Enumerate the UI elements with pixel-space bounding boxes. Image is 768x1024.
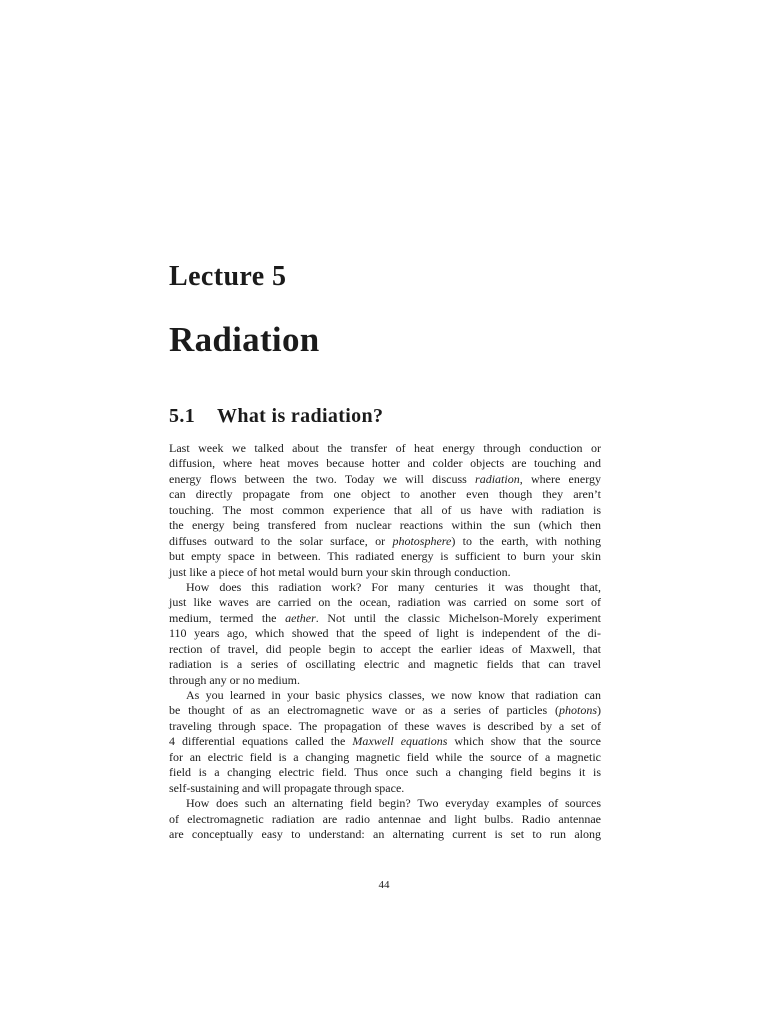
emphasized-term: radiation bbox=[475, 471, 520, 486]
text-line: 110 years ago, which showed that the speed of light is independent of the di- bbox=[169, 626, 601, 641]
emphasized-term: photosphere bbox=[392, 533, 452, 548]
text-line: the energy being transfered from nuclear reactions within the sun (which then bbox=[169, 518, 601, 533]
text-line: can directly propagate from one object to another even though they aren’t bbox=[169, 487, 601, 502]
text-line: just like waves are carried on the ocean, radiation was carried on some sort of bbox=[169, 595, 601, 610]
chapter-title: Radiation bbox=[169, 320, 320, 359]
text-line bbox=[169, 534, 601, 549]
text-line: As you learned in your basic physics classes, we now know that radiation can bbox=[186, 688, 601, 702]
text-line: radiation is a series of oscillating electric and magnetic fields that can travel bbox=[169, 657, 601, 672]
text-line bbox=[169, 472, 601, 487]
text-run: , where energy bbox=[519, 471, 601, 486]
text-line: are conceptually easy to understand: an alternating current is set to run along bbox=[169, 826, 601, 841]
emphasized-term: photons bbox=[558, 703, 597, 718]
text-line: self-sustaining and will propagate through space. bbox=[169, 780, 405, 795]
text-line: just like a piece of hot metal would burn your skin through conduction. bbox=[169, 564, 511, 579]
paragraph bbox=[169, 796, 601, 842]
text-line: for an electric field is a changing magnetic field while the source of a magnetic bbox=[169, 749, 601, 764]
text-line bbox=[169, 734, 601, 749]
text-line: touching. The most common experience that all of us have with radiation is bbox=[169, 502, 601, 517]
text-run: 4 differential equations called the bbox=[169, 734, 353, 749]
text-run: ) bbox=[597, 703, 601, 718]
text-run: medium, termed the bbox=[169, 610, 286, 625]
text-line: How does such an alternating field begin? Two everyday examples of sources bbox=[186, 796, 601, 811]
emphasized-term: aether bbox=[285, 610, 316, 625]
text-line bbox=[169, 703, 601, 718]
section-number: 5.1 bbox=[169, 405, 196, 427]
section-title: What is radiation? bbox=[217, 405, 384, 427]
text-line: field is a changing electric field. Thus once such a changing field begins it is bbox=[169, 765, 601, 780]
text-line: diffusion, where heat moves because hotter and colder objects are touching and bbox=[169, 456, 601, 471]
paragraph bbox=[169, 580, 601, 688]
text-run: energy flows between the two. Today we will discuss bbox=[169, 471, 476, 486]
text-line: of electromagnetic radiation are radio antennae and light bulbs. Radio antennae bbox=[169, 811, 601, 826]
emphasized-term: Maxwell equations bbox=[352, 734, 448, 749]
text-line: traveling through space. The propagation of these waves is described by a set of bbox=[169, 718, 601, 733]
text-run: be thought of as an electromagnetic wave or as a series of particles ( bbox=[169, 703, 559, 718]
text-line: but empty space in between. This radiated energy is sufficient to burn your skin bbox=[169, 549, 601, 564]
text-line: Last week we talked about the transfer of heat energy through conduction or bbox=[169, 441, 601, 455]
chapter-label: Lecture 5 bbox=[169, 261, 287, 292]
text-run: diffuses outward to the solar surface, or bbox=[169, 533, 393, 548]
text-line: How does this radiation work? For many centuries it was thought that, bbox=[186, 579, 601, 594]
text-line: through any or no medium. bbox=[169, 672, 300, 687]
text-run: which show that the source bbox=[447, 734, 602, 749]
text-line: rection of travel, did people begin to accept the earlier ideas of Maxwell, that bbox=[169, 641, 601, 656]
section-heading bbox=[169, 406, 383, 426]
page-number: 44 bbox=[378, 879, 390, 891]
text-line bbox=[169, 611, 601, 626]
text-run: ) to the earth, with nothing bbox=[451, 533, 601, 548]
body-text bbox=[169, 441, 601, 842]
paragraph bbox=[169, 441, 601, 580]
paragraph bbox=[169, 688, 601, 796]
text-run: . Not until the classic Michelson-Morely experiment bbox=[315, 610, 602, 625]
